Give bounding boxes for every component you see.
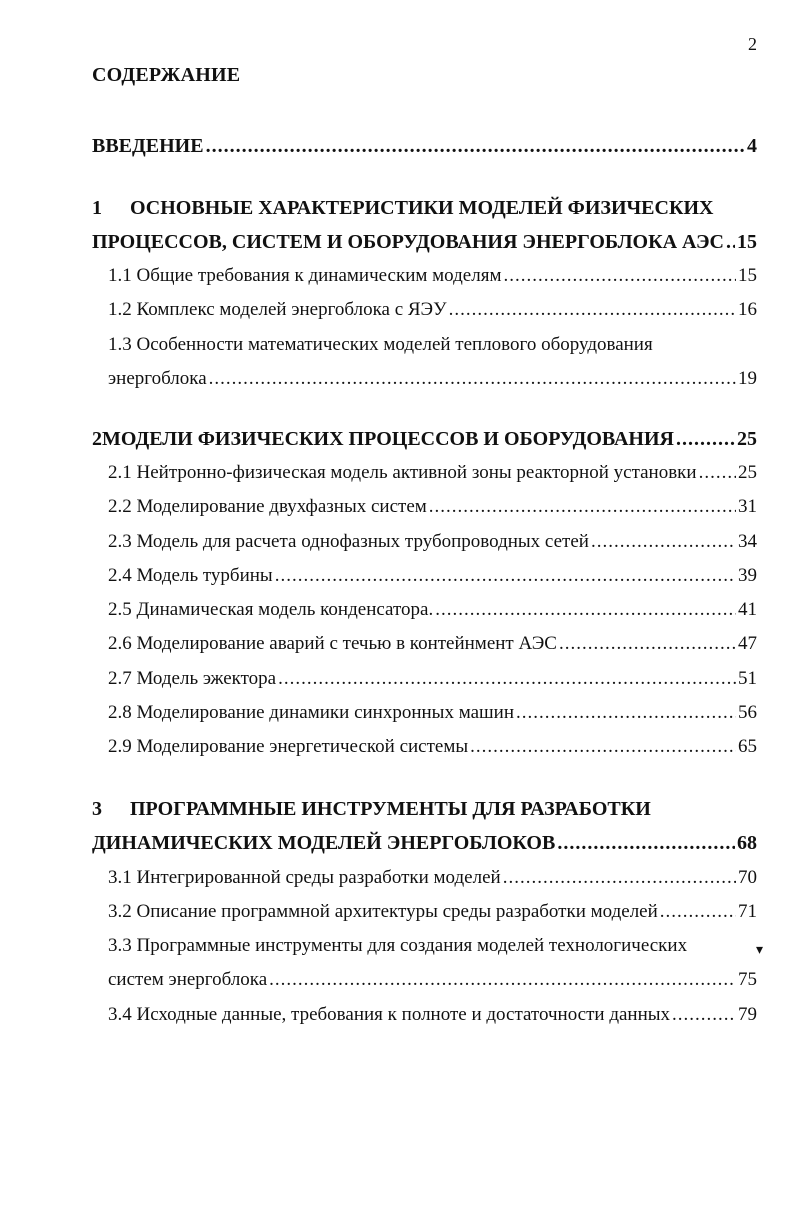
toc-entry-text: 1.2 Комплекс моделей энергоблока с ЯЭУ — [108, 299, 447, 320]
leader-dots — [676, 427, 735, 451]
chapter-number: 3 — [92, 798, 102, 820]
page-number: 2 — [748, 34, 757, 54]
chapter-number: 2 — [92, 428, 102, 450]
toc-entry-text: ПРОЦЕССОВ, СИСТЕМ И ОБОРУДОВАНИЯ ЭНЕРГОБЛОКА АЭС — [92, 231, 724, 253]
toc-entry-page: 68 — [737, 832, 757, 854]
toc-entry-page: 65 — [738, 736, 757, 757]
leader-dots — [672, 1003, 736, 1027]
toc-entry-page: 31 — [738, 496, 757, 517]
toc-entry-text: систем энергоблока — [108, 969, 268, 990]
toc-entry-text: 2.7 Модель эжектора — [108, 668, 277, 689]
toc-entry-text: ОСНОВНЫЕ ХАРАКТЕРИСТИКИ МОДЕЛЕЙ ФИЗИЧЕСКИХ — [130, 197, 714, 219]
toc-entry-text: 3.4 Исходные данные, требования к полноте и достаточности данных — [108, 1004, 671, 1025]
toc-entry-text: МОДЕЛИ ФИЗИЧЕСКИХ ПРОЦЕССОВ И ОБОРУДОВАНИЯ — [102, 428, 674, 450]
toc-entry-text: энергоблока — [108, 368, 207, 389]
toc-section-2-3 — [108, 530, 757, 554]
toc-entry-text: ВВЕДЕНИЕ — [92, 135, 204, 157]
leader-dots — [269, 968, 736, 992]
toc-entry-page: 56 — [738, 702, 757, 723]
toc-entry-text: ДИНАМИЧЕСКИХ МОДЕЛЕЙ ЭНЕРГОБЛОКОВ — [92, 832, 556, 854]
leader-dots — [449, 298, 736, 322]
toc-section-3-1 — [108, 866, 757, 890]
toc-entry-page: 70 — [738, 867, 757, 888]
toc-entry-text: 2.4 Модель турбины — [108, 565, 273, 586]
toc-entry-page: 79 — [738, 1004, 757, 1025]
toc-section-1-2 — [108, 298, 757, 322]
toc-entry-page: 19 — [738, 368, 757, 389]
chapter-number: 1 — [92, 197, 102, 219]
toc-chapter-3-line1 — [92, 797, 757, 821]
toc-section-3-3-line1 — [108, 934, 757, 958]
stray-mark: ▾ — [756, 943, 764, 958]
toc-section-3-4 — [108, 1003, 757, 1027]
toc-entry-text: 2.8 Моделирование динамики синхронных машин — [108, 702, 514, 723]
leader-dots — [516, 701, 736, 725]
toc-entry-text: 1.1 Общие требования к динамическим моделям — [108, 265, 502, 286]
toc-entry-page: 16 — [738, 299, 757, 320]
toc-entry-text: 2.6 Моделирование аварий с течью в контейнмент АЭС — [108, 633, 557, 654]
leader-dots — [699, 461, 736, 485]
toc-entry-text: 2.9 Моделирование энергетической системы — [108, 736, 469, 757]
leader-dots — [470, 735, 736, 759]
toc-entry-text: 2.5 Динамическая модель конденсатора. — [108, 599, 434, 620]
toc-entry-text: 2.1 Нейтронно-физическая модель активной зоны реакторной установки — [108, 462, 697, 483]
toc-entry-page: 41 — [738, 599, 757, 620]
toc-entry-text: ПРОГРАММНЫЕ ИНСТРУМЕНТЫ ДЛЯ РАЗРАБОТКИ — [130, 798, 651, 820]
toc-entry-page: 39 — [738, 565, 757, 586]
toc-section-1-3-line1 — [108, 333, 757, 357]
toc-section-2-2 — [108, 495, 757, 519]
leader-dots — [726, 230, 735, 254]
toc-entry-page: 25 — [737, 428, 757, 450]
toc-section-2-4 — [108, 564, 757, 588]
leader-dots — [275, 564, 736, 588]
toc-entry-page: 15 — [737, 231, 757, 253]
leader-dots — [435, 598, 736, 622]
toc-entry-text: 3.3 Программные инструменты для создания моделей технологических — [108, 935, 688, 956]
leader-dots — [660, 900, 736, 924]
toc-entry-page: 4 — [747, 135, 757, 157]
toc-chapter-3-line2 — [92, 831, 757, 855]
toc-entry-page: 51 — [738, 668, 757, 689]
leader-dots — [209, 367, 736, 391]
toc-entry-page: 34 — [738, 531, 757, 552]
toc-entry-page: 71 — [738, 901, 757, 922]
leader-dots — [557, 831, 735, 855]
toc-entry-intro — [92, 134, 757, 158]
toc-section-2-7 — [108, 667, 757, 691]
toc-section-2-6 — [108, 632, 757, 656]
leader-dots — [206, 134, 745, 158]
toc-section-2-1 — [108, 461, 757, 485]
toc-chapter-1-line2 — [92, 230, 757, 254]
toc-entry-page: 75 — [738, 969, 757, 990]
toc-entry-page: 15 — [738, 265, 757, 286]
toc-entry-text: 2.3 Модель для расчета однофазных трубопроводных сетей — [108, 531, 589, 552]
toc-entry-text: 1.3 Особенности математических моделей теплового оборудования — [108, 334, 653, 355]
leader-dots — [503, 866, 736, 890]
toc-section-3-3-line2 — [108, 968, 757, 992]
toc-section-2-9 — [108, 735, 757, 759]
toc-chapter-2 — [92, 427, 757, 451]
leader-dots — [591, 530, 736, 554]
leader-dots — [503, 264, 736, 288]
toc-entry-text: 3.2 Описание программной архитектуры среды разработки моделей — [108, 901, 658, 922]
leader-dots — [429, 495, 736, 519]
toc-entry-text: 3.1 Интегрированной среды разработки моделей — [108, 867, 501, 888]
toc-entry-page: 47 — [738, 633, 757, 654]
toc-entry-page: 25 — [738, 462, 757, 483]
toc-section-1-1 — [108, 264, 757, 288]
toc-section-1-3-line2 — [108, 367, 757, 391]
toc-title: СОДЕРЖАНИЕ — [92, 64, 241, 86]
toc-section-2-8 — [108, 701, 757, 725]
leader-dots — [278, 667, 736, 691]
toc-section-2-5 — [108, 598, 757, 622]
leader-dots — [559, 632, 736, 656]
toc-section-3-2 — [108, 900, 757, 924]
toc-entry-text: 2.2 Моделирование двухфазных систем — [108, 496, 427, 517]
toc-chapter-1-line1 — [92, 196, 757, 220]
